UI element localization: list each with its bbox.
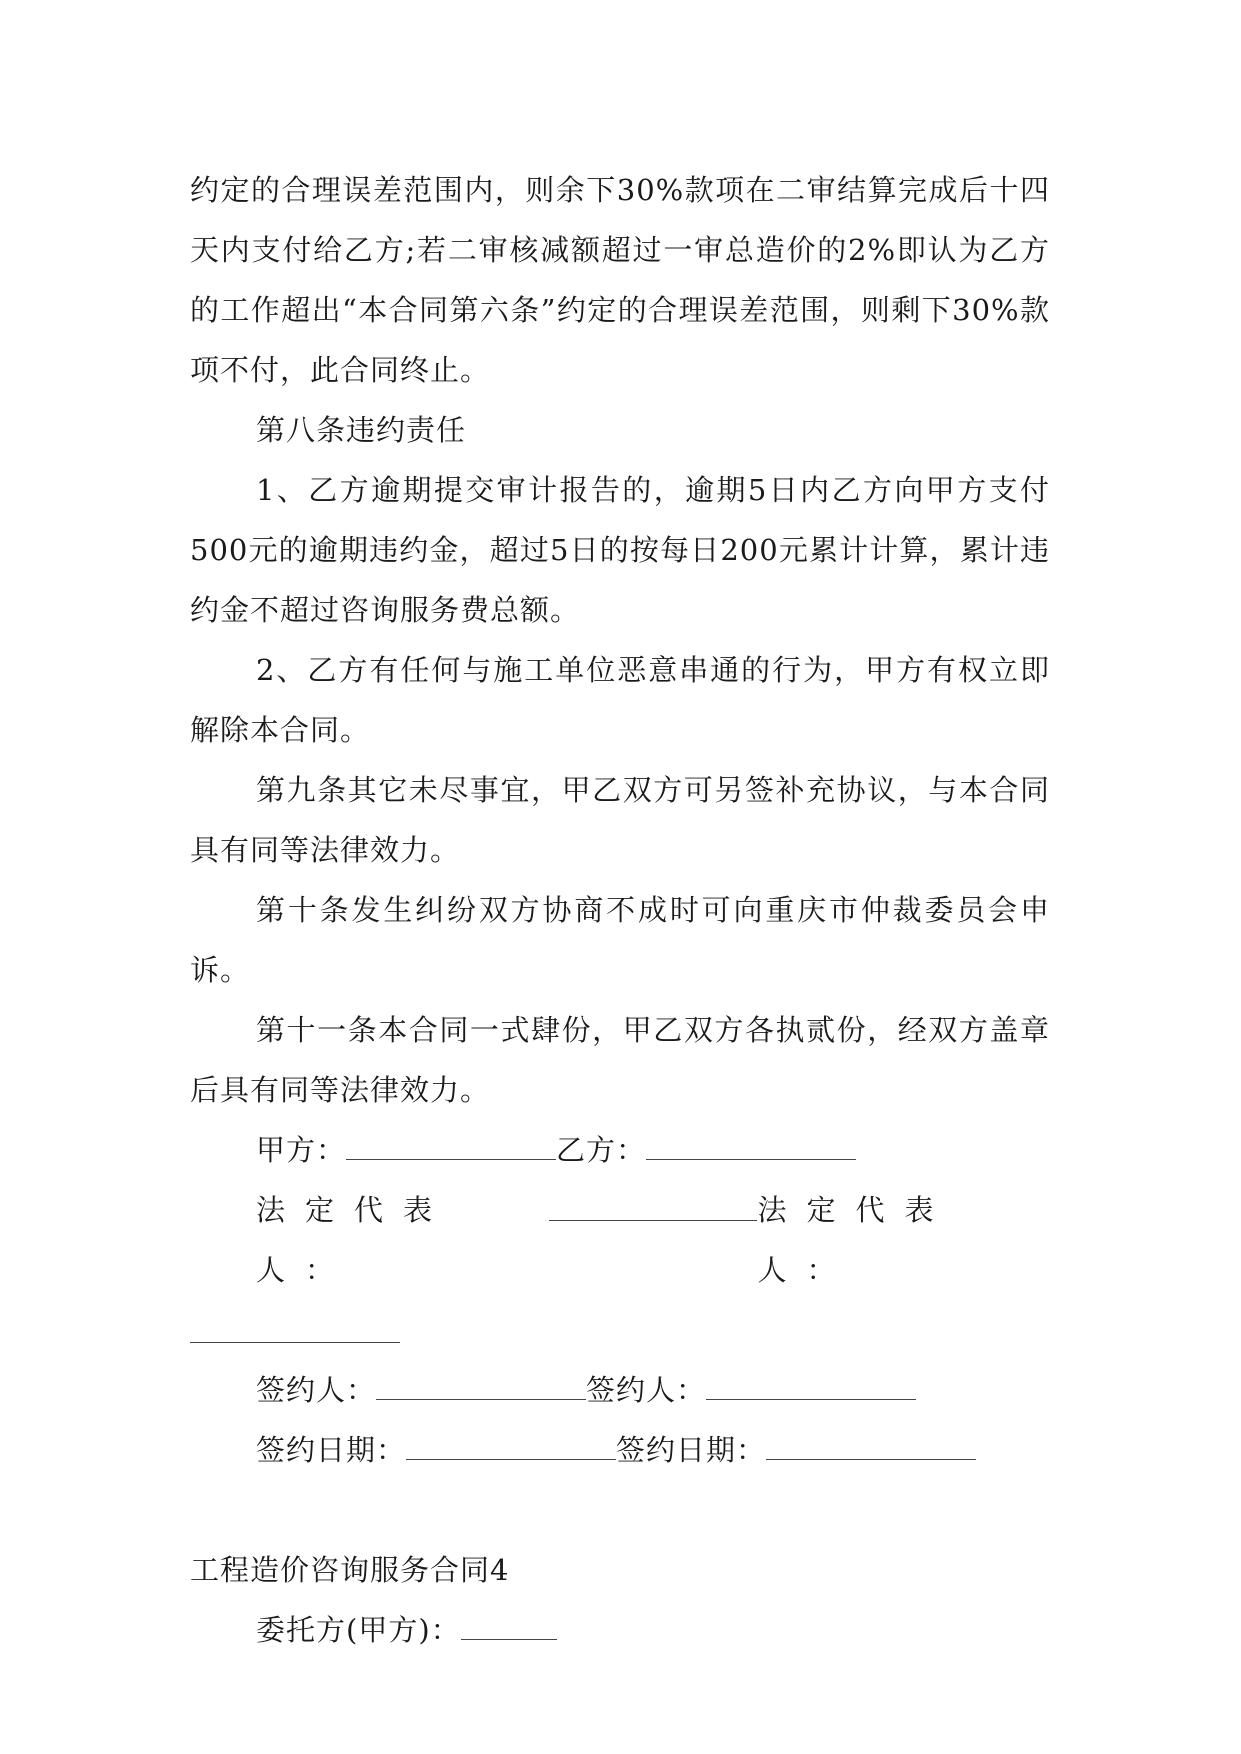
article-10: 第十条发生纠纷双方协商不成时可向重庆市仲裁委员会申诉。 (190, 893, 1050, 987)
legal-rep-a-blank (549, 1200, 758, 1221)
date-a-blank (406, 1439, 616, 1460)
party-b-blank (646, 1139, 856, 1160)
article-9: 第九条其它未尽事宜，甲乙双方可另签补充协议，与本合同具有同等法律效力。 (190, 773, 1050, 867)
date-b-blank (766, 1439, 976, 1460)
article-8-clause-2: 2、乙方有任何与施工单位恶意串通的行为，甲方有权立即解除本合同。 (190, 653, 1050, 747)
party-a-label: 甲方： (256, 1133, 347, 1167)
signer-a-label: 签约人： (256, 1373, 377, 1407)
legal-rep-a-label: 法定代表人： (256, 1193, 453, 1287)
section-gap (190, 1480, 1050, 1540)
client-label: 委托方(甲方)： (256, 1613, 461, 1647)
date-row (190, 1420, 1050, 1480)
client-blank (461, 1619, 557, 1640)
signer-a-blank (376, 1379, 586, 1400)
client-row (190, 1600, 1050, 1660)
legal-rep-b-line (190, 1300, 1050, 1360)
legal-rep-b-label: 法定代表人： (757, 1193, 954, 1287)
legal-rep-row (190, 1180, 1050, 1300)
party-b-label: 乙方： (556, 1133, 647, 1167)
date-b-label: 签约日期： (616, 1433, 767, 1467)
paragraph-payment-terms: 约定的合理误差范围内，则余下30%款项在二审结算完成后十四天内支付给乙方;若二审核减额超过一审总造价的2%即认为乙方的工作超出“本合同第六条”约定的合理误差范围，则剩下30%款项不付，此合同终止。 (190, 173, 1050, 387)
next-contract-title: 工程造价咨询服务合同4 (190, 1553, 510, 1587)
signer-row (190, 1360, 1050, 1420)
date-a-label: 签约日期： (256, 1433, 407, 1467)
article-8-clause-1: 1、乙方逾期提交审计报告的，逾期5日内乙方向甲方支付500元的逾期违约金，超过5日的按每日200元累计计算，累计违约金不超过咨询服务费总额。 (190, 473, 1050, 627)
article-11: 第十一条本合同一式肆份，甲乙双方各执贰份，经双方盖章后具有同等法律效力。 (190, 1013, 1050, 1107)
signer-b-label: 签约人： (586, 1373, 707, 1407)
party-row (190, 1120, 1050, 1180)
signer-b-blank (706, 1379, 916, 1400)
article-8-title: 第八条违约责任 (256, 413, 467, 447)
party-a-blank (346, 1139, 556, 1160)
legal-rep-b-blank (190, 1322, 400, 1343)
document-page (190, 160, 1050, 1660)
